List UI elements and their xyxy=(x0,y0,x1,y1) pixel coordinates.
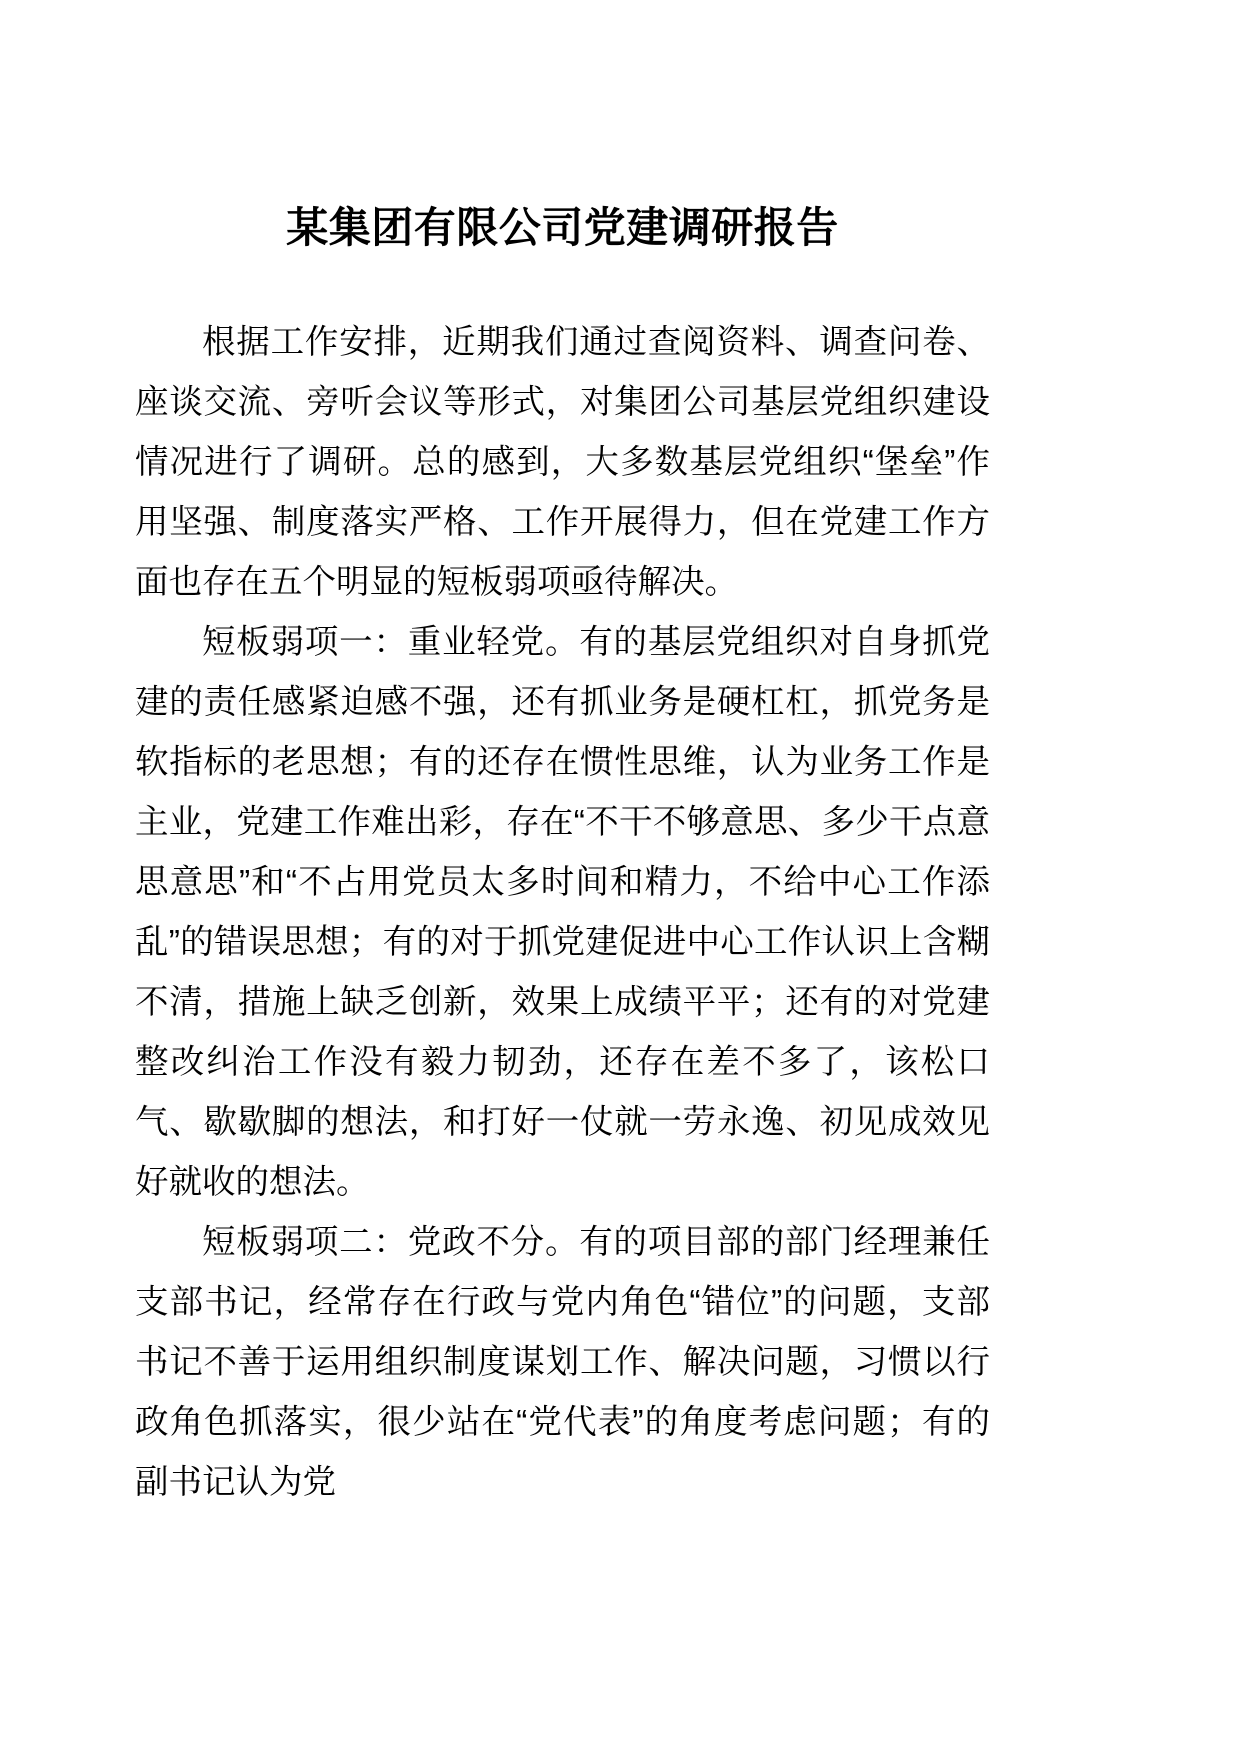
page-title: 某集团有限公司党建调研报告 xyxy=(286,204,839,251)
paragraph-weakness-one: 短板弱项一：重业轻党。有的基层党组织对自身抓党建的责任感紧迫感不强，还有抓业务是硬杠杠，抓党务是软指标的老思想；有的还存在惯性思维，认为业务工作是主业，党建工作难出彩，存在“不干不够意思、多少干点意思意思”和“不占用党员太多时间和精力，不给中心工作添乱”的错误思想；有的对于抓党建促进中心工作认识上含糊不清，措施上缺乏创新，效果上成绩平平；还有的对党建整改纠治工作没有毅力韧劲，还存在差不多了，该松口气、歇歇脚的想法，和打好一仗就一劳永逸、初见成效见好就收的想法。 xyxy=(135,624,990,1201)
title-spacer xyxy=(135,269,990,313)
paragraph-intro: 根据工作安排，近期我们通过查阅资料、调查问卷、座谈交流、旁听会议等形式，对集团公司基层党组织建设情况进行了调研。总的感到，大多数基层党组织“堡垒”作用坚强、制度落实严格、工作开展得力，但在党建工作方面也存在五个明显的短板弱项亟待解决。 xyxy=(135,324,990,601)
page-content-area xyxy=(135,150,990,1513)
paragraph-weakness-two: 短板弱项二：党政不分。有的项目部的部门经理兼任支部书记，经常存在行政与党内角色“错位”的问题，支部书记不善于运用组织制度谋划工作、解决问题，习惯以行政角色抓落实，很少站在“党代表”的角度考虑问题；有的副书记认为党 xyxy=(135,1224,990,1501)
